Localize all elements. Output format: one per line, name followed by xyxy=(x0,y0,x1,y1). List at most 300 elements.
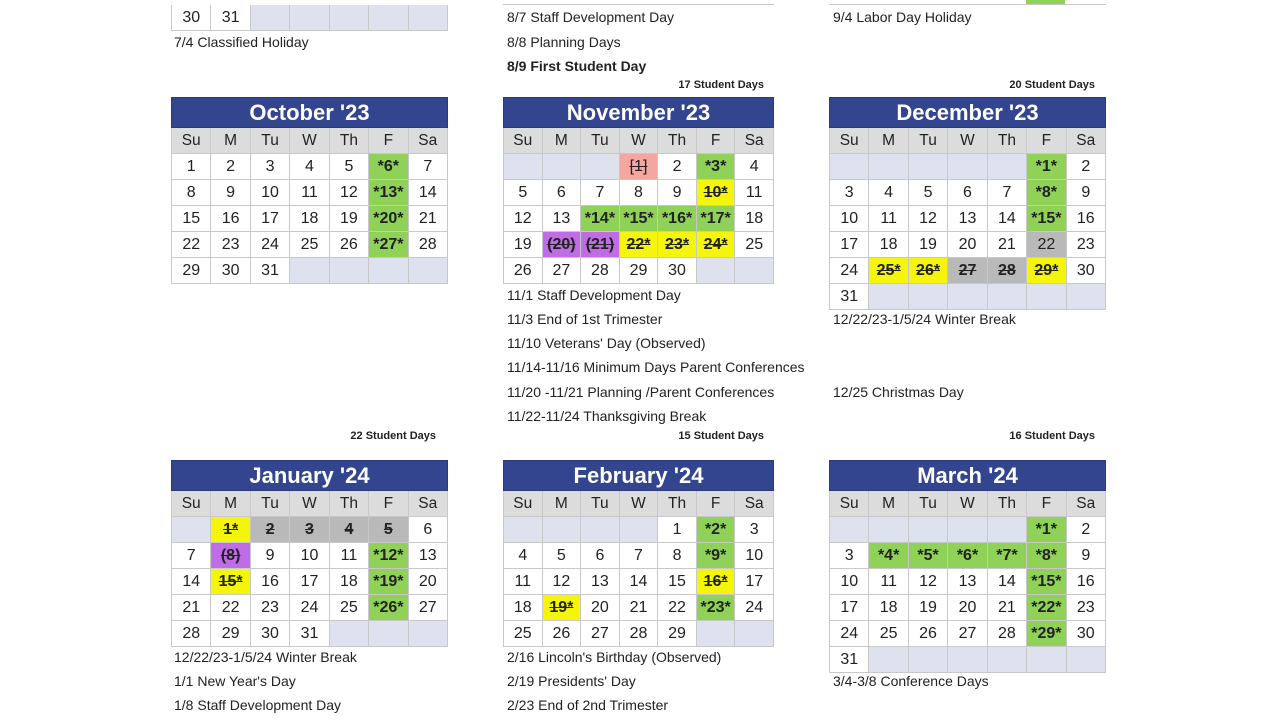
day-cell: 8 xyxy=(172,180,211,206)
day-cell xyxy=(1027,284,1066,310)
weekday-header: F xyxy=(1027,128,1066,154)
day-cell xyxy=(909,284,948,310)
calendar-february-2024 xyxy=(503,460,774,647)
student-days-label: 17 Student Days xyxy=(678,79,764,91)
day-cell: *20* xyxy=(369,206,408,232)
day-cell: 23 xyxy=(251,595,290,621)
day-cell: *29* xyxy=(1027,621,1066,647)
day-cell: *4* xyxy=(869,543,908,569)
weekday-header: Tu xyxy=(909,128,948,154)
day-cell: 19 xyxy=(330,206,369,232)
day-cell: 8 xyxy=(620,180,659,206)
day-cell: 20 xyxy=(948,595,987,621)
day-cell: *15* xyxy=(1027,569,1066,595)
day-cell: 31 xyxy=(211,5,250,31)
day-cell: 29 xyxy=(658,621,697,647)
day-cell: *13* xyxy=(369,180,408,206)
day-cell xyxy=(330,621,369,647)
day-cell: 4 xyxy=(330,517,369,543)
weekday-header: Th xyxy=(658,491,697,517)
day-cell: 25 xyxy=(735,232,774,258)
day-cell: *15* xyxy=(1027,206,1066,232)
day-cell xyxy=(735,621,774,647)
day-cell: 25 xyxy=(504,621,543,647)
day-cell: 13 xyxy=(948,206,987,232)
day-cell: 12 xyxy=(909,206,948,232)
weekday-header: Th xyxy=(988,128,1027,154)
day-cell xyxy=(330,258,369,284)
day-cell xyxy=(409,621,448,647)
day-cell: 14 xyxy=(988,569,1027,595)
day-cell: 19 xyxy=(504,232,543,258)
day-cell: 13 xyxy=(581,569,620,595)
day-cell: 12 xyxy=(330,180,369,206)
day-cell: 5 xyxy=(909,180,948,206)
day-cell: 1* xyxy=(211,517,250,543)
day-cell: *23* xyxy=(697,595,736,621)
day-cell: 18 xyxy=(290,206,329,232)
day-cell: 30 xyxy=(658,258,697,284)
day-cell xyxy=(909,517,948,543)
day-cell: *8* xyxy=(1027,543,1066,569)
day-cell xyxy=(581,154,620,180)
november-note: 11/1 Staff Development Day xyxy=(507,287,681,303)
day-cell: 22 xyxy=(1027,232,1066,258)
day-cell: 21 xyxy=(988,232,1027,258)
day-cell: 10 xyxy=(830,569,869,595)
day-cell: 10 xyxy=(290,543,329,569)
day-cell: 14 xyxy=(172,569,211,595)
day-cell: 10* xyxy=(697,180,736,206)
january-note: 12/22/23-1/5/24 Winter Break xyxy=(174,649,357,665)
student-days-label: 22 Student Days xyxy=(350,430,436,442)
day-cell: 7 xyxy=(409,154,448,180)
day-cell: 18 xyxy=(869,595,908,621)
day-cell: 24 xyxy=(830,258,869,284)
day-cell: 2 xyxy=(658,154,697,180)
march-note: 3/4-3/8 Conference Days xyxy=(833,673,989,689)
day-cell: 5 xyxy=(330,154,369,180)
day-cell: 28 xyxy=(988,621,1027,647)
day-cell: 31 xyxy=(290,621,329,647)
day-cell: 7 xyxy=(172,543,211,569)
weekday-header: Tu xyxy=(581,491,620,517)
august-note: 8/7 Staff Development Day xyxy=(507,9,675,25)
day-cell xyxy=(735,258,774,284)
day-cell: 6 xyxy=(409,517,448,543)
day-cell: 22* xyxy=(620,232,659,258)
day-cell: 25 xyxy=(330,595,369,621)
day-cell xyxy=(251,5,290,31)
day-cell: 18 xyxy=(735,206,774,232)
day-cell xyxy=(909,647,948,673)
day-cell: 11 xyxy=(330,543,369,569)
day-cell xyxy=(330,5,369,31)
day-cell: 14 xyxy=(409,180,448,206)
day-cell: *8* xyxy=(1027,180,1066,206)
day-cell: *15* xyxy=(620,206,659,232)
weekday-header: W xyxy=(290,128,329,154)
day-cell: 21 xyxy=(988,595,1027,621)
day-cell: (20) xyxy=(543,232,582,258)
february-note: 2/16 Lincoln's Birthday (Observed) xyxy=(507,649,722,665)
july-note: 7/4 Classified Holiday xyxy=(174,34,309,50)
day-cell: 6 xyxy=(543,180,582,206)
day-cell: 22 xyxy=(658,595,697,621)
day-cell: *3* xyxy=(697,154,736,180)
calendar-month-title: January '24 xyxy=(171,460,448,491)
calendar-march-2024 xyxy=(829,460,1106,673)
calendar-january-2024 xyxy=(171,460,448,647)
weekday-header: Su xyxy=(172,491,211,517)
day-cell: 2 xyxy=(1067,517,1106,543)
december-note: 12/25 Christmas Day xyxy=(833,384,964,400)
day-cell: 23* xyxy=(658,232,697,258)
day-cell: 28 xyxy=(172,621,211,647)
weekday-header: W xyxy=(290,491,329,517)
day-cell: 9 xyxy=(211,180,250,206)
november-note: 11/14-11/16 Minimum Days Parent Conferences xyxy=(507,359,805,375)
day-cell: 10 xyxy=(830,206,869,232)
calendar-month-title: November '23 xyxy=(503,97,774,128)
day-cell: *7* xyxy=(988,543,1027,569)
day-cell: 29 xyxy=(620,258,659,284)
day-cell: 21 xyxy=(620,595,659,621)
day-cell: 13 xyxy=(948,569,987,595)
day-cell: 20 xyxy=(581,595,620,621)
day-cell: *26* xyxy=(369,595,408,621)
day-cell: 12 xyxy=(543,569,582,595)
day-cell: 29 xyxy=(211,621,250,647)
day-cell: *14* xyxy=(581,206,620,232)
calendar-month-title: October '23 xyxy=(171,97,448,128)
day-cell: *1* xyxy=(1027,517,1066,543)
weekday-header: Tu xyxy=(909,491,948,517)
day-cell xyxy=(504,154,543,180)
day-cell: 9 xyxy=(251,543,290,569)
day-cell: 18 xyxy=(504,595,543,621)
day-cell: 27 xyxy=(543,258,582,284)
weekday-header: M xyxy=(211,491,250,517)
day-cell: 26* xyxy=(909,258,948,284)
day-cell: 27 xyxy=(948,258,987,284)
day-cell xyxy=(830,154,869,180)
day-cell: *9* xyxy=(697,543,736,569)
february-note: 2/23 End of 2nd Trimester xyxy=(507,697,669,713)
day-cell xyxy=(869,284,908,310)
day-cell: 26 xyxy=(543,621,582,647)
day-cell: 16 xyxy=(1067,206,1106,232)
weekday-header: F xyxy=(369,128,408,154)
day-cell: 7 xyxy=(581,180,620,206)
day-cell: 25 xyxy=(869,621,908,647)
day-cell: *27* xyxy=(369,232,408,258)
day-cell: 27 xyxy=(581,621,620,647)
day-cell: 23 xyxy=(1067,232,1106,258)
day-cell xyxy=(504,517,543,543)
day-cell: (21) xyxy=(581,232,620,258)
day-cell xyxy=(988,154,1027,180)
day-cell: 7 xyxy=(988,180,1027,206)
day-cell xyxy=(869,647,908,673)
day-cell: 20 xyxy=(948,232,987,258)
calendar-december-2023 xyxy=(829,97,1106,310)
day-cell: 16 xyxy=(211,206,250,232)
student-days-label: 15 Student Days xyxy=(678,430,764,442)
day-cell: *16* xyxy=(658,206,697,232)
day-cell: *17* xyxy=(697,206,736,232)
day-cell xyxy=(290,258,329,284)
day-cell: 31 xyxy=(830,647,869,673)
weekday-header: M xyxy=(543,491,582,517)
day-cell: *12* xyxy=(369,543,408,569)
weekday-header: F xyxy=(1027,491,1066,517)
november-note: 11/10 Veterans' Day (Observed) xyxy=(507,335,706,351)
weekday-header: M xyxy=(869,128,908,154)
day-cell xyxy=(620,517,659,543)
calendar-november-2023 xyxy=(503,97,774,284)
day-cell: 12 xyxy=(909,569,948,595)
day-cell: 28 xyxy=(409,232,448,258)
day-cell: 21 xyxy=(172,595,211,621)
february-note: 2/19 Presidents' Day xyxy=(507,673,636,689)
day-cell: 5 xyxy=(504,180,543,206)
weekday-header: F xyxy=(697,128,736,154)
day-cell: 19 xyxy=(909,595,948,621)
day-cell: 21 xyxy=(409,206,448,232)
day-cell xyxy=(988,284,1027,310)
day-cell: 24 xyxy=(251,232,290,258)
day-cell: 29 xyxy=(172,258,211,284)
day-cell: 24 xyxy=(735,595,774,621)
day-cell xyxy=(988,647,1027,673)
weekday-header: Su xyxy=(504,128,543,154)
day-cell: *19* xyxy=(369,569,408,595)
day-cell: 2 xyxy=(1067,154,1106,180)
calendar-grid xyxy=(829,491,1106,673)
day-cell xyxy=(869,154,908,180)
day-cell: 11 xyxy=(869,569,908,595)
weekday-header: W xyxy=(620,491,659,517)
day-cell: *22* xyxy=(1027,595,1066,621)
day-cell: 19* xyxy=(543,595,582,621)
day-cell: 16* xyxy=(697,569,736,595)
day-cell: 15 xyxy=(172,206,211,232)
day-cell: 6 xyxy=(948,180,987,206)
day-cell: 3 xyxy=(830,543,869,569)
day-cell: 26 xyxy=(330,232,369,258)
day-cell: 31 xyxy=(251,258,290,284)
day-cell: 10 xyxy=(251,180,290,206)
calendar-grid xyxy=(171,128,448,284)
day-cell xyxy=(290,5,329,31)
weekday-header: W xyxy=(948,491,987,517)
day-cell xyxy=(1067,284,1106,310)
day-cell xyxy=(988,517,1027,543)
weekday-header: Tu xyxy=(251,491,290,517)
day-cell: 14 xyxy=(620,569,659,595)
calendar-grid xyxy=(829,128,1106,310)
day-cell: 24 xyxy=(290,595,329,621)
weekday-header: M xyxy=(543,128,582,154)
day-cell: 3 xyxy=(290,517,329,543)
day-cell: 3 xyxy=(735,517,774,543)
day-cell xyxy=(409,258,448,284)
weekday-header: F xyxy=(697,491,736,517)
weekday-header: Su xyxy=(504,491,543,517)
day-cell: 29* xyxy=(1027,258,1066,284)
weekday-header: Su xyxy=(830,491,869,517)
day-cell xyxy=(948,517,987,543)
august-note: 8/9 First Student Day xyxy=(507,58,647,74)
calendar-grid xyxy=(171,491,448,647)
day-cell xyxy=(869,517,908,543)
day-cell: 30 xyxy=(251,621,290,647)
day-cell: 28 xyxy=(620,621,659,647)
day-cell: 16 xyxy=(1067,569,1106,595)
day-cell: 22 xyxy=(211,595,250,621)
day-cell xyxy=(369,621,408,647)
day-cell xyxy=(830,517,869,543)
weekday-header: M xyxy=(211,128,250,154)
day-cell: 28 xyxy=(581,258,620,284)
day-cell xyxy=(1027,647,1066,673)
day-cell: 17 xyxy=(830,595,869,621)
weekday-header: Sa xyxy=(735,491,774,517)
calendar-month-title: March '24 xyxy=(829,460,1106,491)
august-note: 8/8 Planning Days xyxy=(507,34,621,50)
weekday-header: Tu xyxy=(251,128,290,154)
calendar-month-title: December '23 xyxy=(829,97,1106,128)
weekday-header: F xyxy=(369,491,408,517)
day-cell: [1] xyxy=(620,154,659,180)
day-cell: 4 xyxy=(869,180,908,206)
day-cell: 17 xyxy=(251,206,290,232)
september-bottom-border xyxy=(829,0,1106,5)
july-last-row xyxy=(171,5,448,31)
day-cell: 15 xyxy=(658,569,697,595)
day-cell: 17 xyxy=(290,569,329,595)
day-cell: 3 xyxy=(251,154,290,180)
student-days-label: 20 Student Days xyxy=(1009,79,1095,91)
weekday-header: M xyxy=(869,491,908,517)
calendar-grid xyxy=(503,128,774,284)
day-cell xyxy=(543,517,582,543)
day-cell: 9 xyxy=(1067,543,1106,569)
day-cell xyxy=(172,517,211,543)
day-cell: 30 xyxy=(172,5,211,31)
calendar-october-2023 xyxy=(171,97,448,284)
day-cell: 30 xyxy=(1067,621,1106,647)
day-cell: *1* xyxy=(1027,154,1066,180)
day-cell: 14 xyxy=(988,206,1027,232)
day-cell xyxy=(948,647,987,673)
day-cell: (8) xyxy=(211,543,250,569)
day-cell: 11 xyxy=(290,180,329,206)
day-cell xyxy=(697,621,736,647)
weekday-header: Sa xyxy=(1067,128,1106,154)
day-cell: 24* xyxy=(697,232,736,258)
day-cell: 2 xyxy=(211,154,250,180)
weekday-header: W xyxy=(948,128,987,154)
day-cell: 5 xyxy=(543,543,582,569)
calendar-month-title: February '24 xyxy=(503,460,774,491)
day-cell: 22 xyxy=(172,232,211,258)
day-cell: 28 xyxy=(988,258,1027,284)
day-cell: 9 xyxy=(658,180,697,206)
weekday-header: Th xyxy=(330,128,369,154)
day-cell: 4 xyxy=(504,543,543,569)
day-cell: *5* xyxy=(909,543,948,569)
day-cell: 15* xyxy=(211,569,250,595)
weekday-header: Sa xyxy=(735,128,774,154)
day-cell xyxy=(581,517,620,543)
weekday-header: W xyxy=(620,128,659,154)
day-cell: 1 xyxy=(658,517,697,543)
november-note: 11/22-11/24 Thanksgiving Break xyxy=(507,408,707,424)
calendar-grid xyxy=(503,491,774,647)
january-note: 1/8 Staff Development Day xyxy=(174,697,342,713)
day-cell: 19 xyxy=(909,232,948,258)
day-cell xyxy=(948,284,987,310)
day-cell: *6* xyxy=(369,154,408,180)
day-cell: 4 xyxy=(735,154,774,180)
day-cell: 27 xyxy=(409,595,448,621)
day-cell: 25* xyxy=(869,258,908,284)
day-cell: 30 xyxy=(211,258,250,284)
weekday-header: Su xyxy=(172,128,211,154)
november-note: 11/3 End of 1st Trimester xyxy=(507,311,663,327)
november-note: 11/20 -11/21 Planning /Parent Conferences xyxy=(507,384,775,400)
day-cell xyxy=(409,5,448,31)
day-cell: 13 xyxy=(409,543,448,569)
day-cell: 25 xyxy=(290,232,329,258)
day-cell: 8 xyxy=(658,543,697,569)
day-cell: 1 xyxy=(172,154,211,180)
day-cell: 31 xyxy=(830,284,869,310)
day-cell: 17 xyxy=(735,569,774,595)
september-green-cell xyxy=(1026,0,1065,4)
september-note: 9/4 Labor Day Holiday xyxy=(833,9,972,25)
weekday-header: Th xyxy=(330,491,369,517)
student-days-label: 16 Student Days xyxy=(1009,430,1095,442)
day-cell: 11 xyxy=(869,206,908,232)
weekday-header: Th xyxy=(988,491,1027,517)
day-cell xyxy=(1067,647,1106,673)
day-cell: 27 xyxy=(948,621,987,647)
day-cell xyxy=(369,5,408,31)
day-cell: 18 xyxy=(869,232,908,258)
day-cell xyxy=(543,154,582,180)
day-cell: 11 xyxy=(735,180,774,206)
december-note: 12/22/23-1/5/24 Winter Break xyxy=(833,311,1016,327)
day-cell: 26 xyxy=(909,621,948,647)
day-cell: 2 xyxy=(251,517,290,543)
day-cell: 4 xyxy=(290,154,329,180)
weekday-header: Sa xyxy=(409,491,448,517)
january-note: 1/1 New Year's Day xyxy=(174,673,296,689)
day-cell: 20 xyxy=(409,569,448,595)
day-cell: 17 xyxy=(830,232,869,258)
day-cell xyxy=(369,258,408,284)
day-cell: 18 xyxy=(330,569,369,595)
day-cell xyxy=(697,258,736,284)
weekday-header: Sa xyxy=(1067,491,1106,517)
july-partial-calendar xyxy=(171,5,448,33)
day-cell: *2* xyxy=(697,517,736,543)
day-cell: 30 xyxy=(1067,258,1106,284)
day-cell xyxy=(909,154,948,180)
